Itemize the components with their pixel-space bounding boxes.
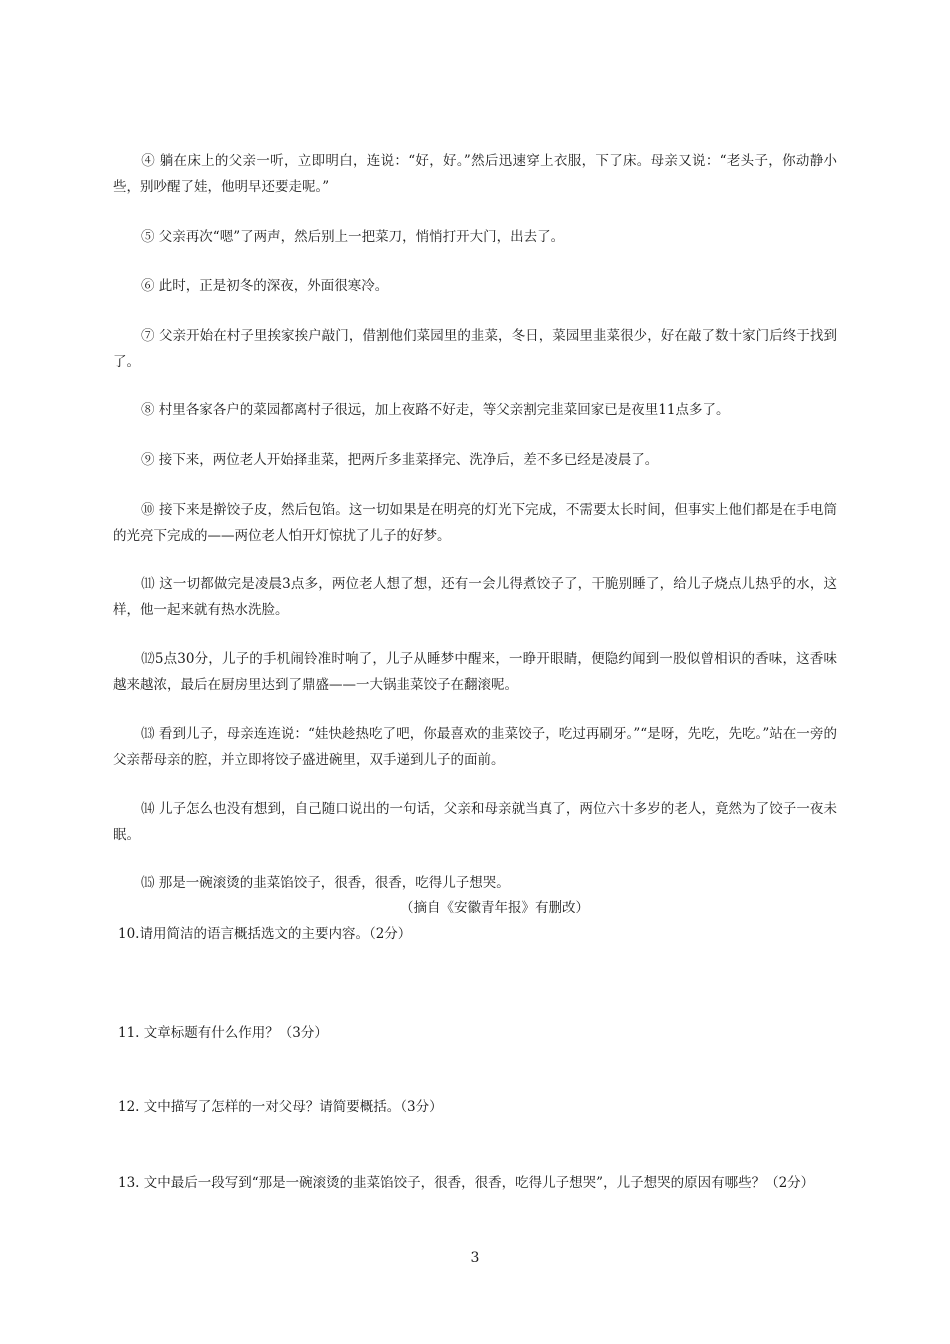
paragraph-8: ⑧ 村里各家各户的菜园都离村子很远，加上夜路不好走，等父亲割完韭菜回家已是夜里11点多了。 (141, 402, 730, 418)
paragraph-7: ⑦ 父亲开始在村子里挨家挨户敲门，借割他们菜园里的韭菜，冬日，菜园里韭菜很少，好在敲了数十家门后终于找到了。 (113, 328, 837, 370)
paragraph-15: ⒂ 那是一碗滚烫的韭菜馅饺子，很香，很香，吃得儿子想哭。 (141, 875, 510, 891)
page-number: 3 (470, 1250, 480, 1266)
paragraph-5: ⑤ 父亲再次“嗯”了两声，然后别上一把菜刀，悄悄打开大门，出去了。 (141, 229, 565, 245)
question-11: 11. 文章标题有什么作用？（3分） (118, 1025, 328, 1041)
paragraph-13: ⒀ 看到儿子，母亲连连说：“娃快趁热吃了吧，你最喜欢的韭菜饺子，吃过再刷牙。”“是呀，先吃，先吃。”站在一旁的父亲帮母亲的腔，并立即将饺子盛进碗里，双手递到儿子的面前。 (113, 726, 837, 768)
paragraph-4: ④ 躺在床上的父亲一听，立即明白，连说：“好，好。”然后迅速穿上衣服，下了床。母亲又说：“老头子，你动静小些，别吵醒了娃，他明早还要走呢。” (113, 153, 837, 195)
paragraph-9: ⑨ 接下来，两位老人开始择韭菜，把两斤多韭菜择完、洗净后，差不多已经是凌晨了。 (141, 452, 659, 468)
paragraph-14: ⒁ 儿子怎么也没有想到，自己随口说出的一句话，父亲和母亲就当真了，两位六十多岁的老人，竟然为了饺子一夜未眠。 (113, 801, 837, 843)
question-10: 10.请用简洁的语言概括选文的主要内容。（2分） (118, 926, 412, 942)
paragraph-6: ⑥ 此时，正是初冬的深夜，外面很寒冷。 (141, 278, 389, 294)
paragraph-11: ⑾ 这一切都做完是凌晨3点多，两位老人想了想，还有一会儿得煮饺子了，干脆别睡了，给儿子烧点儿热乎的水，这样，他一起来就有热水洗脸。 (113, 576, 837, 618)
question-13: 13. 文中最后一段写到“那是一碗滚烫的韭菜馅饺子，很香，很香，吃得儿子想哭”，儿子想哭的原因有哪些？（2分） (118, 1175, 815, 1191)
paragraph-12: ⑿5点30分，儿子的手机闹铃准时响了，儿子从睡梦中醒来，一睁开眼睛，便隐约闻到一股似曾相识的香味，这香味越来越浓，最后在厨房里达到了鼎盛——一大锅韭菜饺子在翻滚呢。 (113, 651, 837, 693)
paragraph-10: ⑩ 接下来是擀饺子皮，然后包馅。这一切如果是在明亮的灯光下完成，不需要太长时间，但事实上他们都是在手电筒的光亮下完成的——两位老人怕开灯惊扰了儿子的好梦。 (113, 502, 837, 544)
source-attribution: （摘自《安徽青年报》有删改） (400, 900, 589, 916)
question-12: 12. 文中描写了怎样的一对父母？请简要概括。（3分） (118, 1099, 443, 1115)
